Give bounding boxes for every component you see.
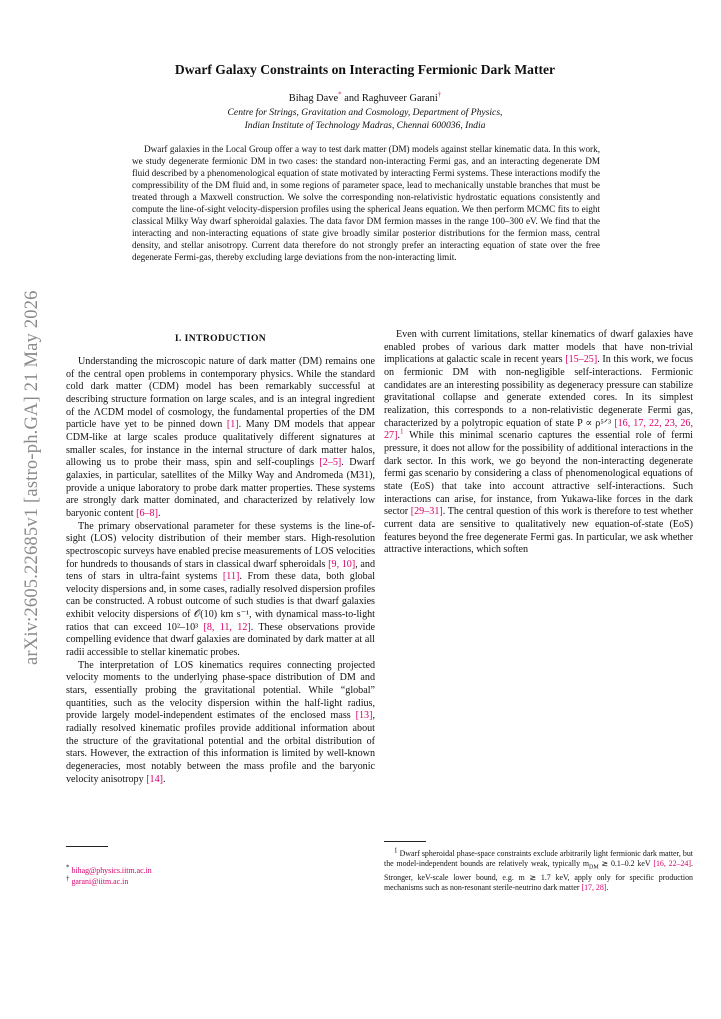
text-span: . bbox=[397, 430, 400, 442]
citation-link[interactable]: [2–5] bbox=[319, 457, 342, 469]
footnote-mark: 1 bbox=[394, 846, 398, 855]
email-footnote bbox=[66, 873, 366, 888]
affiliation-line: Centre for Strings, Gravitation and Cosmology, Department of Physics, bbox=[227, 107, 503, 118]
right-column bbox=[384, 329, 693, 557]
author-list bbox=[60, 90, 670, 104]
text-span: . From these data, both global velocity dispersions and, in some cases, radially resolved dispersion profiles can be constructed. A robust outcome of such studies is that dwarf galaxies exhibit velocity dispersions of 𝒪(10) km s⁻¹, with dynamical mass-to-light ratios that can exceed 10²–10³ bbox=[66, 571, 375, 633]
citation-link[interactable]: [16, 22–24] bbox=[653, 859, 691, 868]
citation-link[interactable]: [8, 11, 12] bbox=[203, 621, 251, 633]
text-span: . Many DM models that appear CDM-like at large scales produce qualitatively different signatures at smaller scales, for instance in the internal structure of dark matter halos, allowing us to probe their mass, spin and self-couplings bbox=[66, 419, 375, 469]
email-link[interactable]: bihag@physics.iitm.ac.in bbox=[71, 866, 152, 875]
text-span: . In this work, we focus on fermionic DM with non-negligible self-interactions. Fermionic candidates are an interesting possibility as degeneracy pressure can stabilize gravitational collapse and generate extended cores. In its simplest realization, this corresponds to a non-relativistic degenerate Fermi gas, characterized by a polytropic equation of state P ∝ ρ⁵ᐟ³ bbox=[384, 354, 693, 429]
text-span: Dwarf spheroidal phase-space constraints exclude arbitrarily light fermionic dark matter, but the model-independent bounds are relatively weak, typically m bbox=[384, 849, 693, 868]
footnote-rule bbox=[66, 846, 108, 847]
text-span: , radially resolved kinematic profiles provide additional information about the structure of the gravitational potential and the orbital distribution of stars. However, the extraction of this information is limited by well-known degeneracies, most notably between the mass profile and the baryonic velocity anisotropy bbox=[66, 710, 375, 785]
abstract: Dwarf galaxies in the Local Group offer a way to test dark matter (DM) models against stellar kinematic data. In this work, we study degenerate fermionic DM in two cases: the standard non-interacting Fermi gas, and an interacting degenerate DM fluid described by a phenomenological equation of state motivated by interacting Fermi systems. These interactions modify the compressibility of the DM fluid and, in some regions of parameter space, lead to mechanically unstable branches that must be treated through a Maxwell construction. We solve the corresponding non-relativistic hydrostatic equations consistently and compute the line-of-sight velocity-dispersion profiles using the spherical Jeans equation. We then perform MCMC fits to eight classical Milky Way dwarf spheroidal galaxies. The data favor DM fermion masses in the range 100–300 eV. We find that the interacting and non-interacting equations of state give broadly similar posterior distributions for the fermion mass, central density, and stellar anisotropy. Current data therefore do not strongly prefer an interacting equation of state over the free degenerate Fermi-gas, thereby excluding large deviations from the non-interacting limit. bbox=[132, 144, 600, 263]
citation-link[interactable]: [29–31] bbox=[410, 506, 443, 518]
citation-link[interactable]: [6–8] bbox=[136, 507, 158, 519]
paragraph bbox=[66, 356, 375, 521]
paper-title: Dwarf Galaxy Constraints on Interacting Fermionic Dark Matter bbox=[174, 62, 556, 77]
footnote-mark[interactable]: 1 bbox=[400, 427, 404, 436]
affiliation-line: Indian Institute of Technology Madras, Chennai 600036, India bbox=[244, 119, 486, 131]
citation-link[interactable]: [11] bbox=[222, 571, 240, 583]
text-span: While this minimal scenario captures the essential role of fermi pressure, it does not allow for the possibility of additional interactions in the dark sector. In this work, we go beyond the non-interacting degenerate fermi gas scenario by considering a class of phenomenological equations of state (EoS) that take into account attractive self-interactions. Such interactions can arise, for instance, from Yukawa-like forces in the dark sector bbox=[384, 430, 693, 518]
citation-link[interactable]: [1] bbox=[226, 419, 239, 431]
footnote-mark: * bbox=[66, 863, 70, 872]
text-span: ≳ 0.1–0.2 keV bbox=[598, 859, 654, 868]
author-name: Bihag Dave bbox=[288, 93, 339, 104]
text-span: , and tens of stars in ultra-faint systems bbox=[66, 558, 375, 583]
left-column bbox=[66, 333, 375, 786]
citation-link[interactable]: [13] bbox=[355, 710, 373, 722]
citation-link[interactable]: [9, 10] bbox=[328, 558, 356, 570]
footnote-mark: † bbox=[66, 873, 70, 882]
section-heading: I. INTRODUCTION bbox=[174, 333, 267, 344]
text-span: . Stronger, keV-scale lower bound, e.g. m ≳ 1.7 keV, apply only for specific production mechanisms such as non-resonant sterile-neutrino dark matter bbox=[384, 859, 693, 892]
author-conjunction: and bbox=[344, 93, 360, 104]
text-span: The primary observational parameter for these systems is the line-of-sight (LOS) velocity distribution of their member stars. High-resolution spectroscopic surveys have enabled precise measurements of LOS velocities for hundreds to thousands of stars in classical dwarf spheroidals bbox=[66, 520, 375, 570]
affiliation bbox=[60, 107, 670, 132]
author-name: Raghuveer Garani bbox=[361, 93, 438, 104]
email-footnotes bbox=[66, 863, 366, 887]
footnote-1 bbox=[384, 846, 693, 893]
text-span: . bbox=[163, 773, 166, 785]
citation-link[interactable]: [16, 17, 22, 23, 26, 27] bbox=[384, 417, 693, 442]
citation-link[interactable]: [14] bbox=[146, 773, 164, 785]
citation-link[interactable]: [15–25] bbox=[565, 354, 598, 366]
arxiv-identifier[interactable]: arXiv:2605.22685v1 [astro-ph.GA] 21 May 2026 bbox=[22, 290, 42, 665]
footnote-rule bbox=[384, 841, 426, 842]
text-span: The interpretation of LOS kinematics requires connecting projected velocity moments to the underlying phase-space distribution of DM and stars, essentially probing the gravitational potential. While “global” quantities, such as the velocity dispersion within the half-light radius, provide largely model-independent estimates of the enclosed mass bbox=[66, 659, 375, 722]
text-span: . bbox=[606, 882, 609, 892]
text-span: . These observations provide compelling evidence that dwarf galaxies are dominated by dark matter at all radii accessible to stellar kinematic probes. bbox=[66, 621, 375, 659]
paragraph bbox=[66, 660, 375, 787]
text-span: . The central question of this work is therefore to test whether current data are sensitive to qualitatively new equation-of-state (EoS) features beyond the free degenerate Fermi gas. In particular, we ask whether attractive interactions, which soften bbox=[384, 506, 693, 556]
email-link[interactable]: garani@iitm.ac.in bbox=[71, 876, 129, 886]
text-span: Even with current limitations, stellar kinematics of dwarf galaxies have enabled probes of various dark matter models that have non-trivial implications at galactic scale in recent years bbox=[384, 329, 693, 366]
text-span: . Dwarf galaxies, in particular, satellites of the Milky Way and Andromeda (M31), provide a unique laboratory to probe dark matter properties. These systems are strongly dark matter dominated, and characterized by relatively low baryonic content bbox=[66, 457, 375, 519]
paragraph bbox=[384, 329, 693, 557]
text-span: . bbox=[157, 507, 161, 519]
paragraph bbox=[66, 521, 375, 660]
subscript: DM bbox=[589, 864, 599, 871]
citation-link[interactable]: [17, 28] bbox=[581, 882, 607, 892]
text-span: Understanding the microscopic nature of dark matter (DM) remains one of the central open problems in contemporary physics. While the standard cold dark matter (CDM) model has been remarkably successful at describing structure formation on large scales, and is an integral ingredient of the ΛCDM model of cosmology, the fundamental properties of the DM particle have yet to be pinned down bbox=[66, 356, 375, 431]
author-footnote-mark[interactable]: * bbox=[338, 90, 342, 99]
email-footnote bbox=[66, 863, 366, 877]
footnote-text bbox=[384, 846, 693, 893]
author-footnote-mark[interactable]: † bbox=[437, 90, 442, 99]
